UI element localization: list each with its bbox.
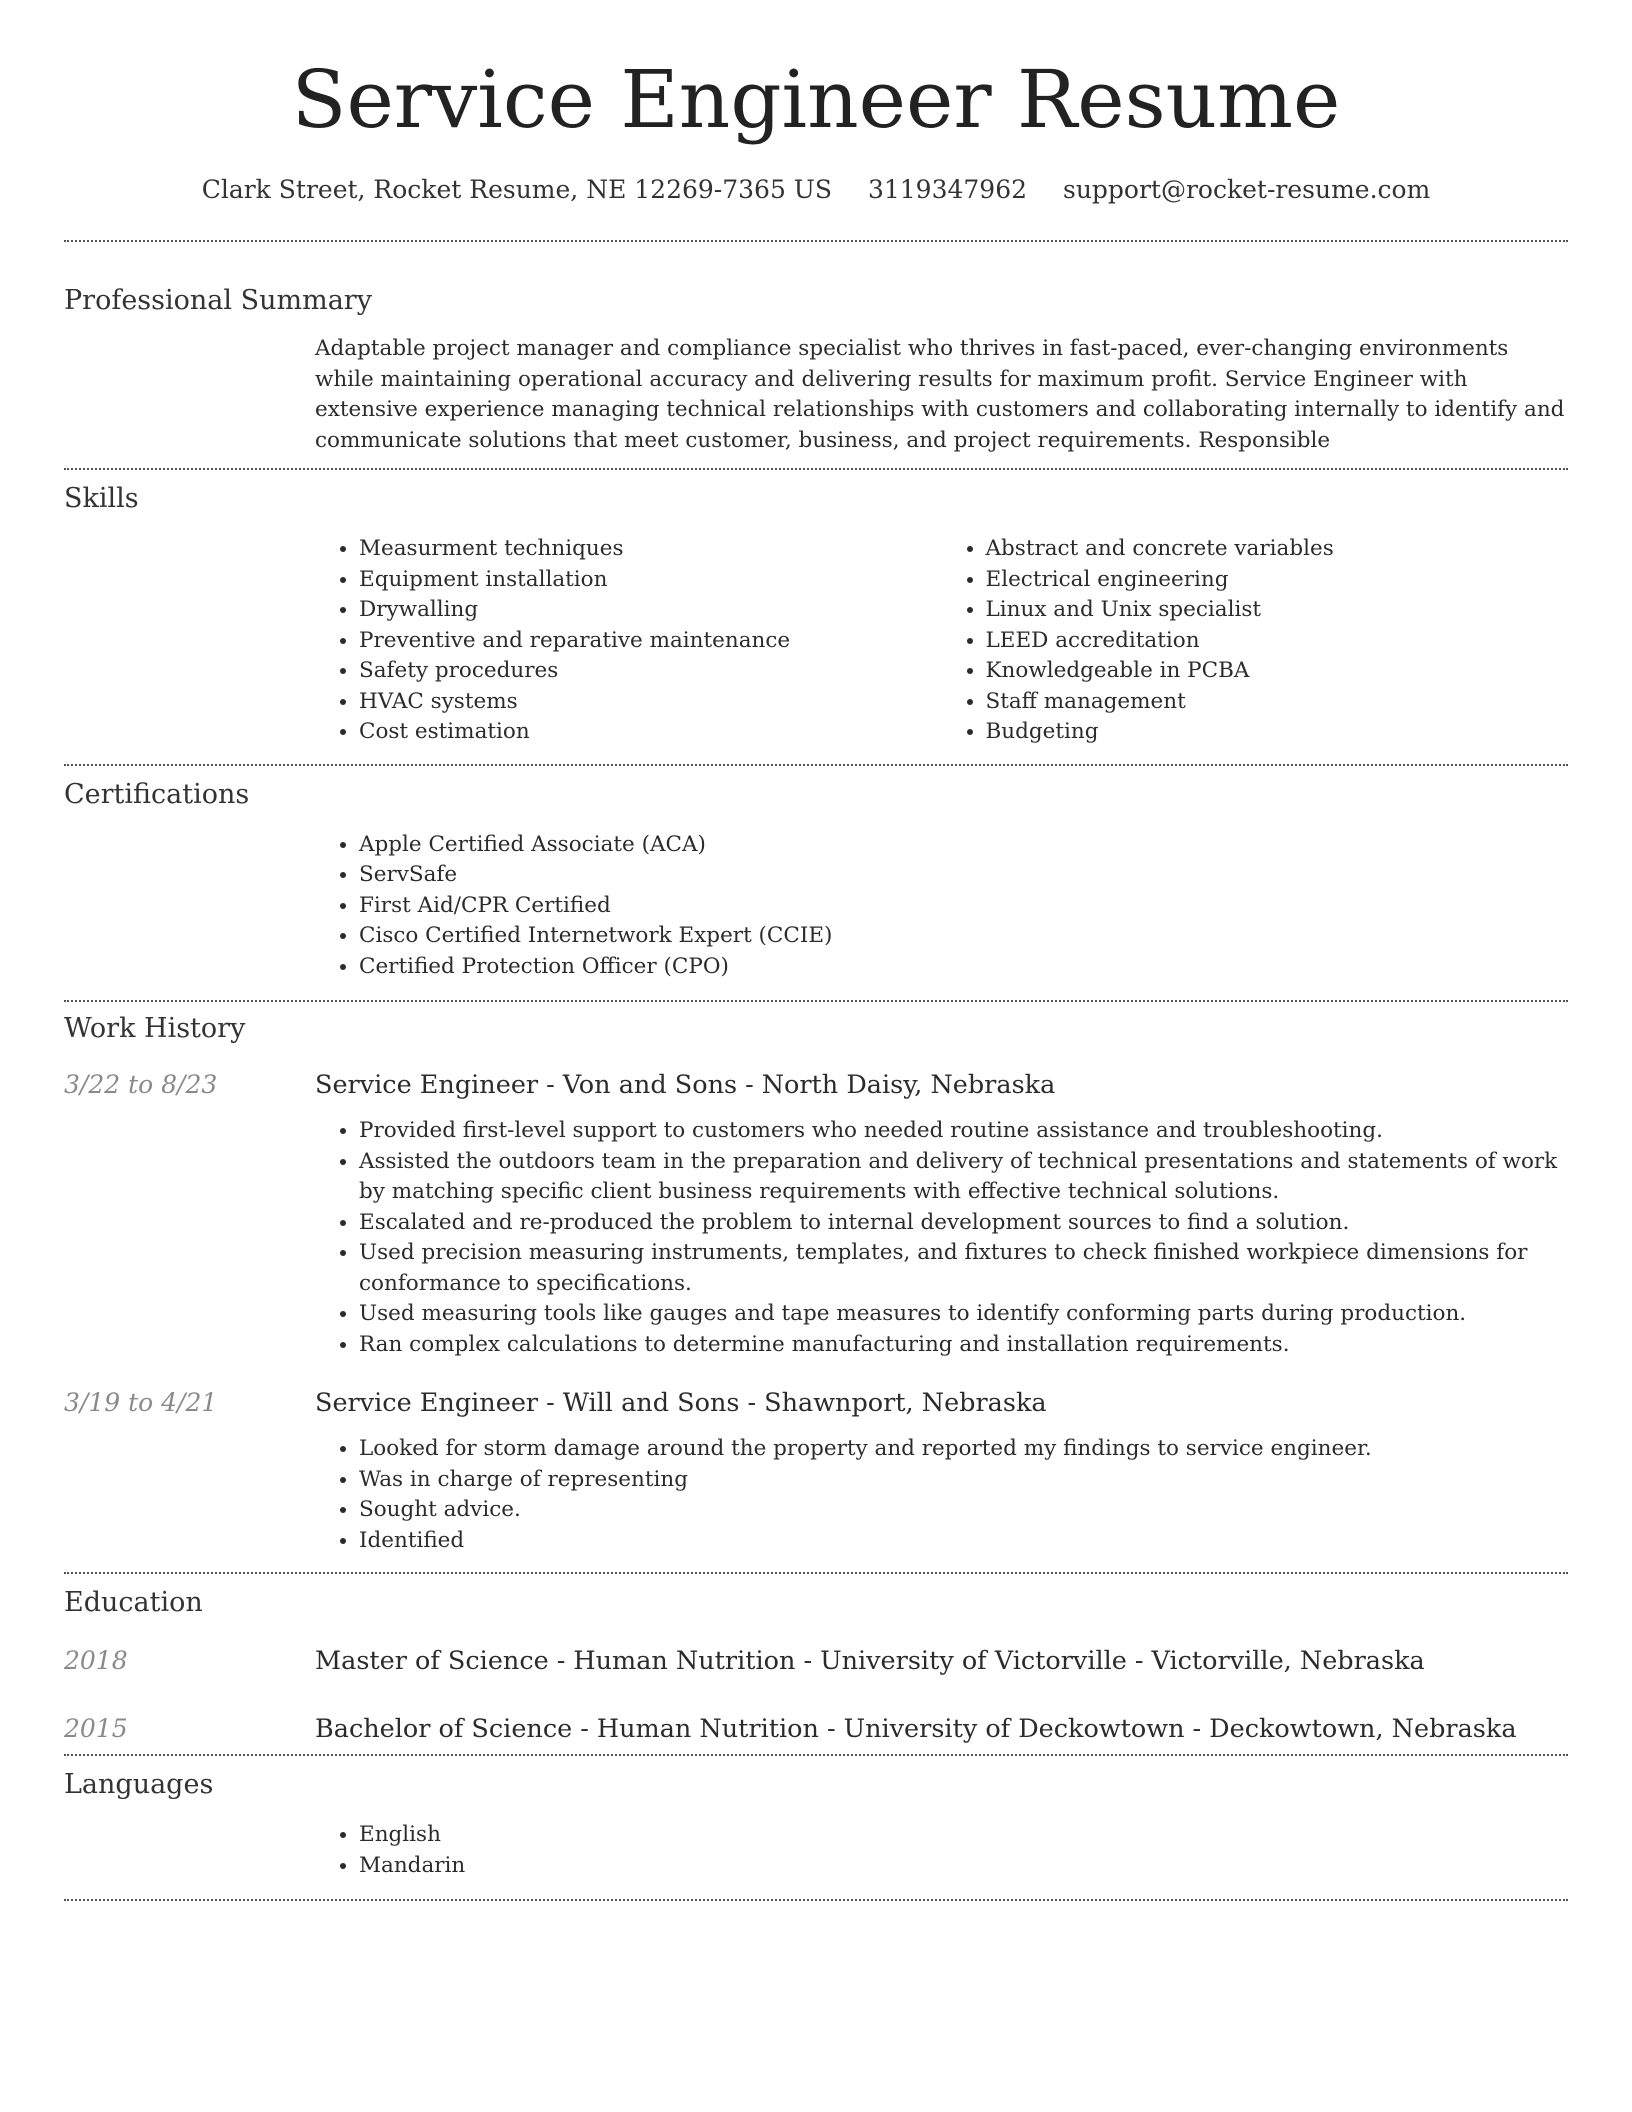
skill-item: • Cost estimation xyxy=(359,717,942,748)
education-degree: Bachelor of Science xyxy=(315,1714,573,1744)
education-line xyxy=(315,1712,1517,1746)
certification-item: • Certified Protection Officer (CPO) xyxy=(359,952,1568,983)
job-dates: 3/22 to 8/23 xyxy=(64,1070,218,1099)
education-section xyxy=(64,1586,1568,1746)
education-location: Victorville, Nebraska xyxy=(1151,1646,1425,1676)
skill-item: • Knowledgeable in PCBA xyxy=(986,656,1569,687)
certification-item: • Apple Certified Associate (ACA) xyxy=(359,830,1568,861)
skill-item: • Budgeting xyxy=(986,717,1569,748)
certification-item: • Cisco Certified Internetwork Expert (CCIE) xyxy=(359,921,1568,952)
languages-heading: Languages xyxy=(64,1769,214,1800)
skill-item: • Measurment techniques xyxy=(359,534,942,565)
skill-item: • Abstract and concrete variables xyxy=(986,534,1569,565)
education-field: Human Nutrition xyxy=(596,1714,819,1744)
skill-item: • Electrical engineering xyxy=(986,565,1569,596)
job-company: Von and Sons xyxy=(562,1070,738,1100)
language-item: • Mandarin xyxy=(359,1851,1568,1882)
job-bullet: • Ran complex calculations to determine manufacturing and installation requirements. xyxy=(359,1330,1568,1361)
divider xyxy=(64,1899,1568,1901)
separator: - xyxy=(803,1646,813,1676)
languages-list xyxy=(315,1820,1568,1881)
job-duties xyxy=(315,1434,1568,1556)
separator: - xyxy=(546,1070,555,1100)
skills-list-left xyxy=(315,534,942,748)
job-title: Service Engineer xyxy=(315,1070,539,1100)
education-entry xyxy=(64,1712,1568,1746)
separator: - xyxy=(556,1646,566,1676)
resume-title: Service Engineer Resume xyxy=(291,53,1341,146)
separator: - xyxy=(580,1714,589,1744)
skill-item: • Safety procedures xyxy=(359,656,942,687)
divider xyxy=(64,1572,1568,1574)
education-year: 2015 xyxy=(64,1714,128,1743)
skill-item: • Drywalling xyxy=(359,595,942,626)
separator: - xyxy=(1192,1714,1202,1744)
job-location: Shawnport, Nebraska xyxy=(764,1388,1047,1418)
separator: - xyxy=(1134,1646,1144,1676)
job-title: Service Engineer xyxy=(315,1388,539,1418)
skill-item: • Staff management xyxy=(986,687,1569,718)
skills-section xyxy=(64,482,1568,748)
certification-item: • First Aid/CPR Certified xyxy=(359,891,1568,922)
education-school: University of Deckowtown xyxy=(843,1714,1185,1744)
certifications-content xyxy=(315,830,1568,983)
work-history-heading: Work History xyxy=(64,1013,246,1044)
languages-content xyxy=(315,1820,1568,1881)
resume-page xyxy=(64,0,1568,1901)
job-bullet: • Used measuring tools like gauges and tape measures to identify conforming parts during production. xyxy=(359,1299,1568,1330)
language-item: • English xyxy=(359,1820,1568,1851)
contact-line xyxy=(64,174,1568,206)
skill-item: • Linux and Unix specialist xyxy=(986,595,1569,626)
education-location: Deckowtown, Nebraska xyxy=(1209,1714,1517,1744)
separator: - xyxy=(546,1388,555,1418)
address-text: Clark Street, Rocket Resume, NE 12269-7365 US xyxy=(201,175,833,204)
job-location: North Daisy, Nebraska xyxy=(761,1070,1056,1100)
divider xyxy=(64,240,1568,242)
job-bullets xyxy=(315,1434,1568,1556)
job-duties xyxy=(315,1116,1568,1360)
languages-section xyxy=(64,1768,1568,1881)
education-degree: Master of Science xyxy=(315,1646,549,1676)
education-year: 2018 xyxy=(64,1646,128,1675)
phone-text: 3119347962 xyxy=(867,175,1028,204)
skill-item: • Equipment installation xyxy=(359,565,942,596)
job-bullet: • Provided first-level support to customers who needed routine assistance and troubleshooting. xyxy=(359,1116,1568,1147)
education-line xyxy=(315,1644,1425,1678)
skills-columns xyxy=(315,534,1568,748)
summary-text: Adaptable project manager and compliance specialist who thrives in fast-paced, ever-changing environments while maintaining operational accuracy and delivering results for maximum profit. Service Engineer with extensive experience managing technical relationships with customers and collaborating internally to identify and communicate solutions that meet customer, business, and project requirements. Responsible xyxy=(315,336,1565,453)
education-field: Human Nutrition xyxy=(573,1646,796,1676)
skill-item: • HVAC systems xyxy=(359,687,942,718)
job-bullet: • Identified xyxy=(359,1526,1568,1557)
job-header xyxy=(64,1068,1568,1102)
summary-section xyxy=(64,284,1568,456)
skill-item: • LEED accreditation xyxy=(986,626,1569,657)
certifications-heading: Certifications xyxy=(64,778,250,810)
job-company: Will and Sons xyxy=(562,1388,740,1418)
email-link[interactable]: support@rocket-resume.com xyxy=(1062,175,1431,204)
divider xyxy=(64,468,1568,470)
job-bullet: • Looked for storm damage around the property and reported my findings to service engineer. xyxy=(359,1434,1568,1465)
job-bullet: • Was in charge of representing xyxy=(359,1465,1568,1496)
job-title-line xyxy=(315,1068,1055,1102)
job-dates: 3/19 to 4/21 xyxy=(64,1388,218,1417)
separator: - xyxy=(747,1388,757,1418)
certifications-section xyxy=(64,778,1568,983)
job-header xyxy=(64,1386,1568,1420)
education-entry xyxy=(64,1644,1568,1678)
separator: - xyxy=(745,1070,754,1100)
certification-item: • ServSafe xyxy=(359,860,1568,891)
job-title-line xyxy=(315,1386,1047,1420)
skills-list-right xyxy=(942,534,1569,748)
job-bullet: • Assisted the outdoors team in the preparation and delivery of technical presentations and statements of work by matching specific client business requirements with effective technical solutions. xyxy=(359,1147,1568,1208)
skills-heading: Skills xyxy=(64,483,139,514)
divider xyxy=(64,764,1568,766)
job-bullets xyxy=(315,1116,1568,1360)
job-entry xyxy=(64,1386,1568,1556)
separator: - xyxy=(826,1714,836,1744)
job-bullet: • Sought advice. xyxy=(359,1495,1568,1526)
education-heading: Education xyxy=(64,1587,203,1618)
divider xyxy=(64,1754,1568,1756)
divider xyxy=(64,1000,1568,1002)
education-school: University of Victorville xyxy=(820,1646,1127,1676)
job-entry xyxy=(64,1068,1568,1360)
job-bullet: • Escalated and re-produced the problem to internal development sources to find a solution. xyxy=(359,1208,1568,1239)
certifications-list xyxy=(315,830,1568,983)
skill-item: • Preventive and reparative maintenance xyxy=(359,626,942,657)
job-bullet: • Used precision measuring instruments, templates, and fixtures to check finished workpiece dimensions for conformance to specifications. xyxy=(359,1238,1568,1299)
summary-heading: Professional Summary xyxy=(64,285,372,316)
work-history-section xyxy=(64,1012,1568,1556)
